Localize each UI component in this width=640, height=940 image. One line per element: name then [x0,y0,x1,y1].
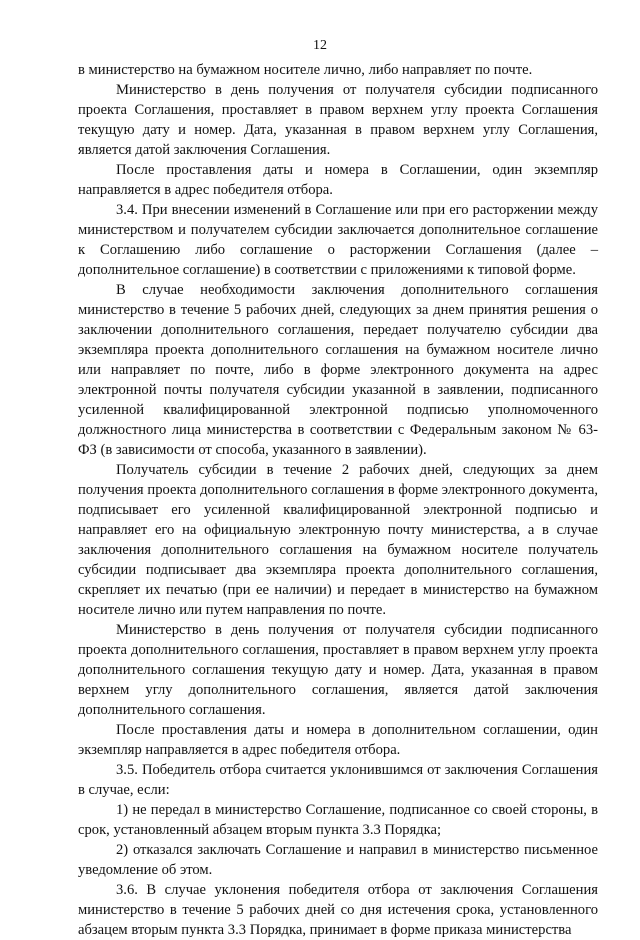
page-number: 12 [313,38,327,53]
paragraph: В случае необходимости заключения дополнительного соглашения министерство в течение 5 рабочих дней, следующих за днем принятия решения о заключении дополнительного соглашения, передает получателю субсидии два экземпляра проекта дополнительного соглашения на бумажном носителе лично или направляет по почте, либо в форме электронного документа на адрес электронной почты получателя субсидии указанной в заявлении, подписанного усиленной квалифицированной электронной подписью уполномоченного должностного лица министерства в соответствии с Федеральным законом № 63-ФЗ (в зависимости от способа, указанного в заявлении). [78,282,598,458]
paragraph: 1) не передал в министерство Соглашение, подписанное со своей стороны, в срок, установленный абзацем вторым пункта 3.3 Порядка; [78,802,598,838]
paragraph: После проставления даты и номера в дополнительном соглашении, один экземпляр направляется в адрес победителя отбора. [78,722,598,758]
document-body [78,60,598,940]
paragraph: 2) отказался заключать Соглашение и направил в министерство письменное уведомление об этом. [78,842,598,878]
paragraph: в министерство на бумажном носителе лично, либо направляет по почте. [78,62,533,78]
paragraph: Министерство в день получения от получателя субсидии подписанного проекта Соглашения, проставляет в правом верхнем углу проекта Соглашения текущую дату и номер. Дата, указанная в правом верхнем углу Соглашения, является датой заключения Соглашения. [78,82,598,158]
paragraph: 3.6. В случае уклонения победителя отбора от заключения Соглашения министерство в течение 5 рабочих дней со дня истечения срока, установленного абзацем вторым пункта 3.3 Порядка, принимает в форме приказа министерства [78,882,598,938]
paragraph: 3.5. Победитель отбора считается уклонившимся от заключения Соглашения в случае, если: [78,762,598,798]
paragraph: Министерство в день получения от получателя субсидии подписанного проекта дополнительного соглашения, проставляет в правом верхнем углу проекта дополнительного соглашения текущую дату и номер. Дата, указанная в правом верхнем углу дополнительного соглашения, является датой заключения дополнительного соглашения. [78,622,598,718]
paragraph: Получатель субсидии в течение 2 рабочих дней, следующих за днем получения проекта дополнительного соглашения в форме электронного документа, подписывает его усиленной квалифицированной электронной подписью и направляет его на официальную электронную почту министерства, а в случае заключения дополнительного соглашения на бумажном носителе получатель субсидии подписывает два экземпляра проекта дополнительного соглашения, скрепляет их печатью (при ее наличии) и передает в министерство на бумажном носителе лично или путем направления по почте. [78,462,598,618]
paragraph: После проставления даты и номера в Соглашении, один экземпляр направляется в адрес победителя отбора. [78,162,598,198]
paragraph: 3.4. При внесении изменений в Соглашение или при его расторжении между министерством и получателем субсидии заключается дополнительное соглашение к Соглашению либо соглашение о расторжении Соглашения (далее – дополнительное соглашение) в соответствии с приложениями к типовой форме. [78,202,598,278]
